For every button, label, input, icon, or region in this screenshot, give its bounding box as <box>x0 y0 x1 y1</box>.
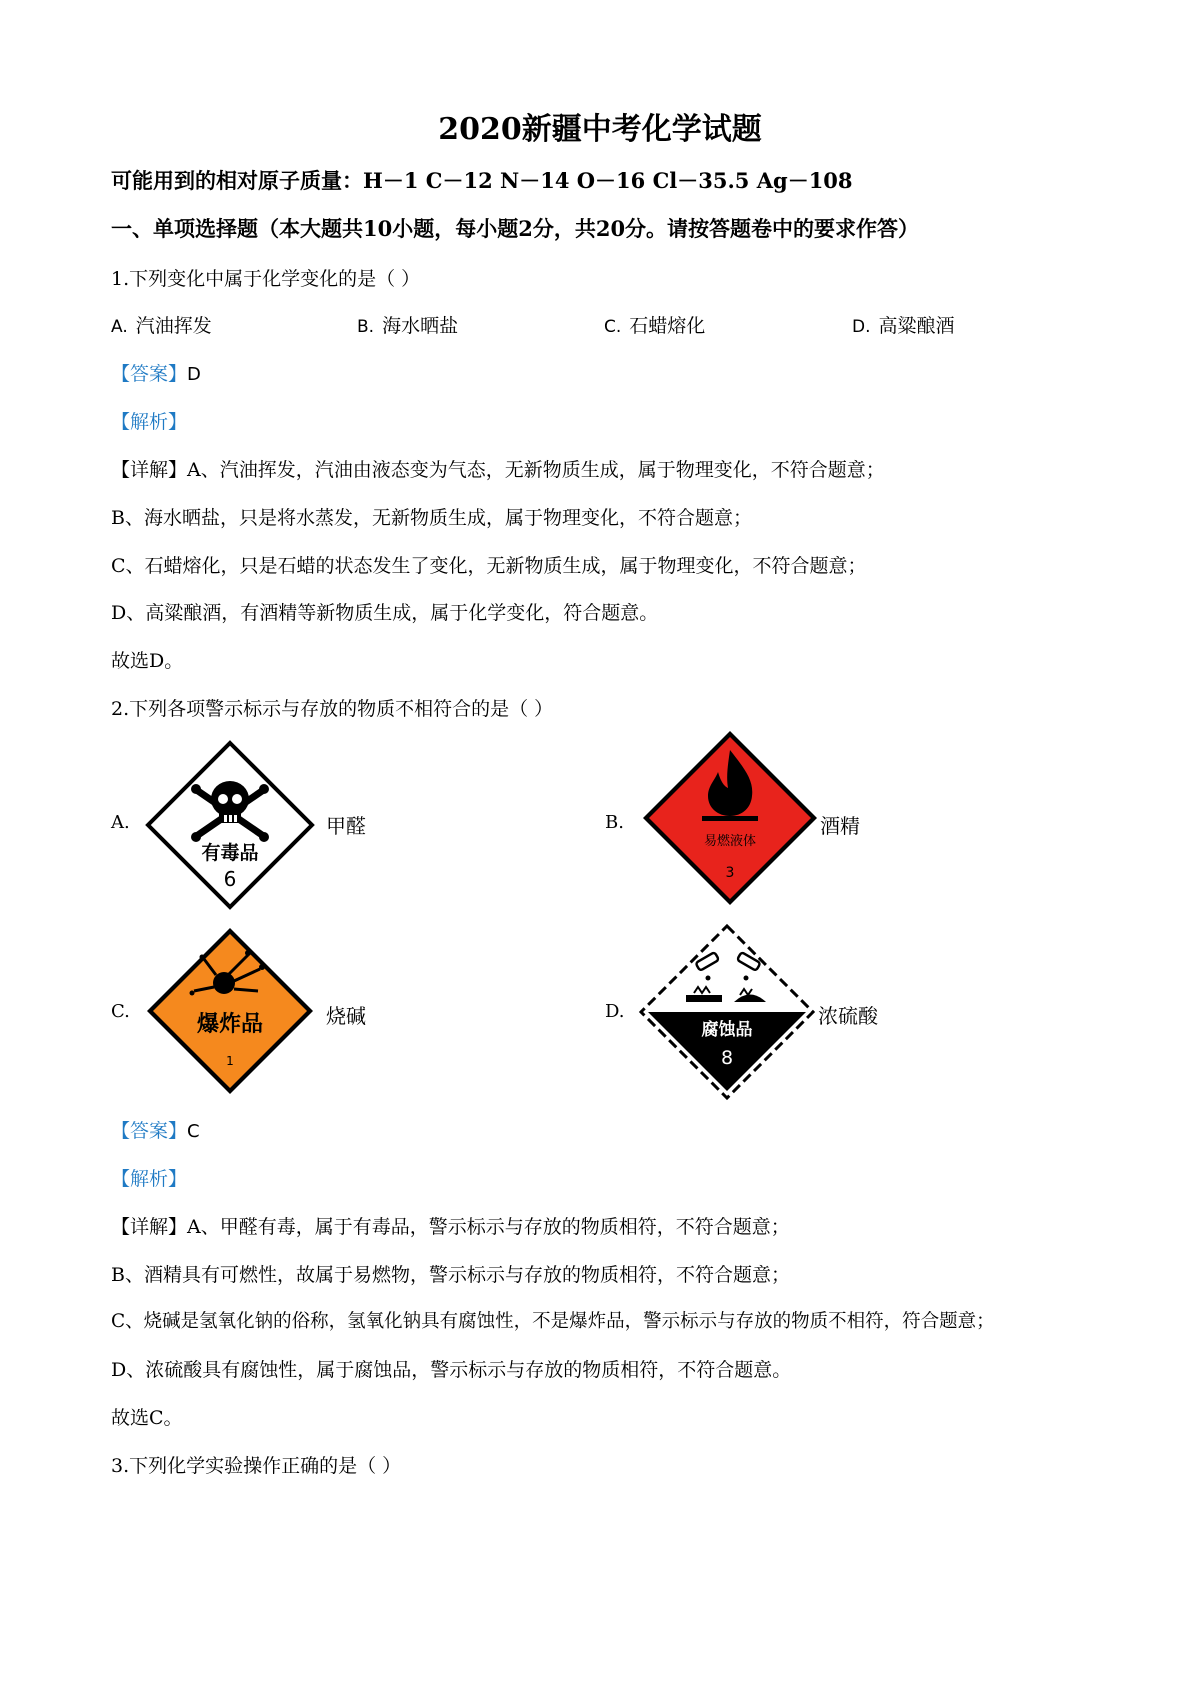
q1-answer <box>111 359 201 386</box>
q2-detail-5: 故选C。 <box>111 1407 183 1429</box>
q1-option-a <box>111 311 212 338</box>
option-text: 石蜡熔化 <box>629 315 706 337</box>
toxic-sign-icon <box>144 739 316 911</box>
q2-stem: 2.下列各项警示标示与存放的物质不相符合的是（ ） <box>111 698 554 720</box>
q1-option-c <box>604 311 705 338</box>
q2-option-b-letter: B. <box>605 812 624 833</box>
sign-number: 3 <box>725 865 735 881</box>
sign-label: 腐蚀品 <box>701 1020 753 1040</box>
answer-tag: 【答案】 <box>111 363 188 385</box>
q2-option-a-letter: A. <box>111 812 130 833</box>
q2-option-c-letter: C. <box>111 1001 130 1022</box>
q1-analysis-tag: 【解析】 <box>111 411 188 433</box>
answer-tag: 【答案】 <box>111 1120 188 1142</box>
q2-option-d-letter: D. <box>605 1001 625 1022</box>
option-letter: B. <box>357 317 375 337</box>
sign-label: 爆炸品 <box>196 1012 264 1037</box>
q1-option-d <box>852 311 955 338</box>
q2-detail-3: C、烧碱是氢氧化钠的俗称，氢氧化钠具有腐蚀性，不是爆炸品，警示标示与存放的物质不相符，符合题意； <box>111 1311 995 1332</box>
q1-detail-3: C、石蜡熔化，只是石蜡的状态发生了变化，无新物质生成，属于物理变化，不符合题意； <box>111 555 867 577</box>
atomic-masses: 可能用到的相对原子质量：H－1 C－12 N－14 O－16 Cl－35.5 Ag－108 <box>111 168 853 193</box>
option-letter: A. <box>111 317 128 337</box>
q2-detail-4: D、浓硫酸具有腐蚀性，属于腐蚀品，警示标示与存放的物质相符，不符合题意。 <box>111 1359 792 1381</box>
q3-stem: 3.下列化学实验操作正确的是（ ） <box>111 1455 402 1477</box>
sign-number: 6 <box>223 867 237 891</box>
q2-option-c-substance: 烧碱 <box>326 1004 366 1028</box>
q1-option-b <box>357 311 458 338</box>
q1-detail-4: D、高粱酿酒，有酒精等新物质生成，属于化学变化，符合题意。 <box>111 602 659 624</box>
q2-detail-1: 【详解】A、甲醛有毒，属于有毒品，警示标示与存放的物质相符，不符合题意； <box>111 1216 790 1238</box>
q2-option-d-substance: 浓硫酸 <box>818 1004 878 1028</box>
q2-option-a-substance: 甲醛 <box>326 814 366 838</box>
option-letter: D. <box>852 317 871 337</box>
page-title: 2020新疆中考化学试题 <box>438 112 762 147</box>
explosive-sign-icon <box>144 925 316 1097</box>
section-heading: 一、单项选择题（本大题共10小题，每小题2分，共20分。请按答题卷中的要求作答） <box>111 216 920 241</box>
corrosive-sign-icon <box>638 923 816 1101</box>
answer-value: C <box>187 1121 200 1142</box>
answer-value: D <box>187 364 201 385</box>
q2-analysis-tag: 【解析】 <box>111 1168 188 1190</box>
sign-label: 易燃液体 <box>703 834 757 849</box>
option-letter: C. <box>604 317 622 337</box>
option-text: 汽油挥发 <box>135 315 212 337</box>
q1-detail-2: B、海水晒盐，只是将水蒸发，无新物质生成，属于物理变化，不符合题意； <box>111 507 752 529</box>
q2-detail-2: B、酒精具有可燃性，故属于易燃物，警示标示与存放的物质相符，不符合题意； <box>111 1264 790 1286</box>
q1-detail-5: 故选D。 <box>111 650 184 672</box>
option-text: 高粱酿酒 <box>878 315 955 337</box>
sign-number: 1 <box>226 1054 234 1068</box>
flammable-liquid-sign-icon <box>640 728 820 908</box>
q2-answer <box>111 1116 200 1143</box>
sign-label: 有毒品 <box>201 842 259 864</box>
q1-stem: 1.下列变化中属于化学变化的是（ ） <box>111 268 421 290</box>
sign-number: 8 <box>720 1047 734 1069</box>
q2-option-b-substance: 酒精 <box>820 814 860 838</box>
option-text: 海水晒盐 <box>382 315 459 337</box>
q1-detail-1: 【详解】A、汽油挥发，汽油由液态变为气态，无新物质生成，属于物理变化，不符合题意； <box>111 459 885 481</box>
